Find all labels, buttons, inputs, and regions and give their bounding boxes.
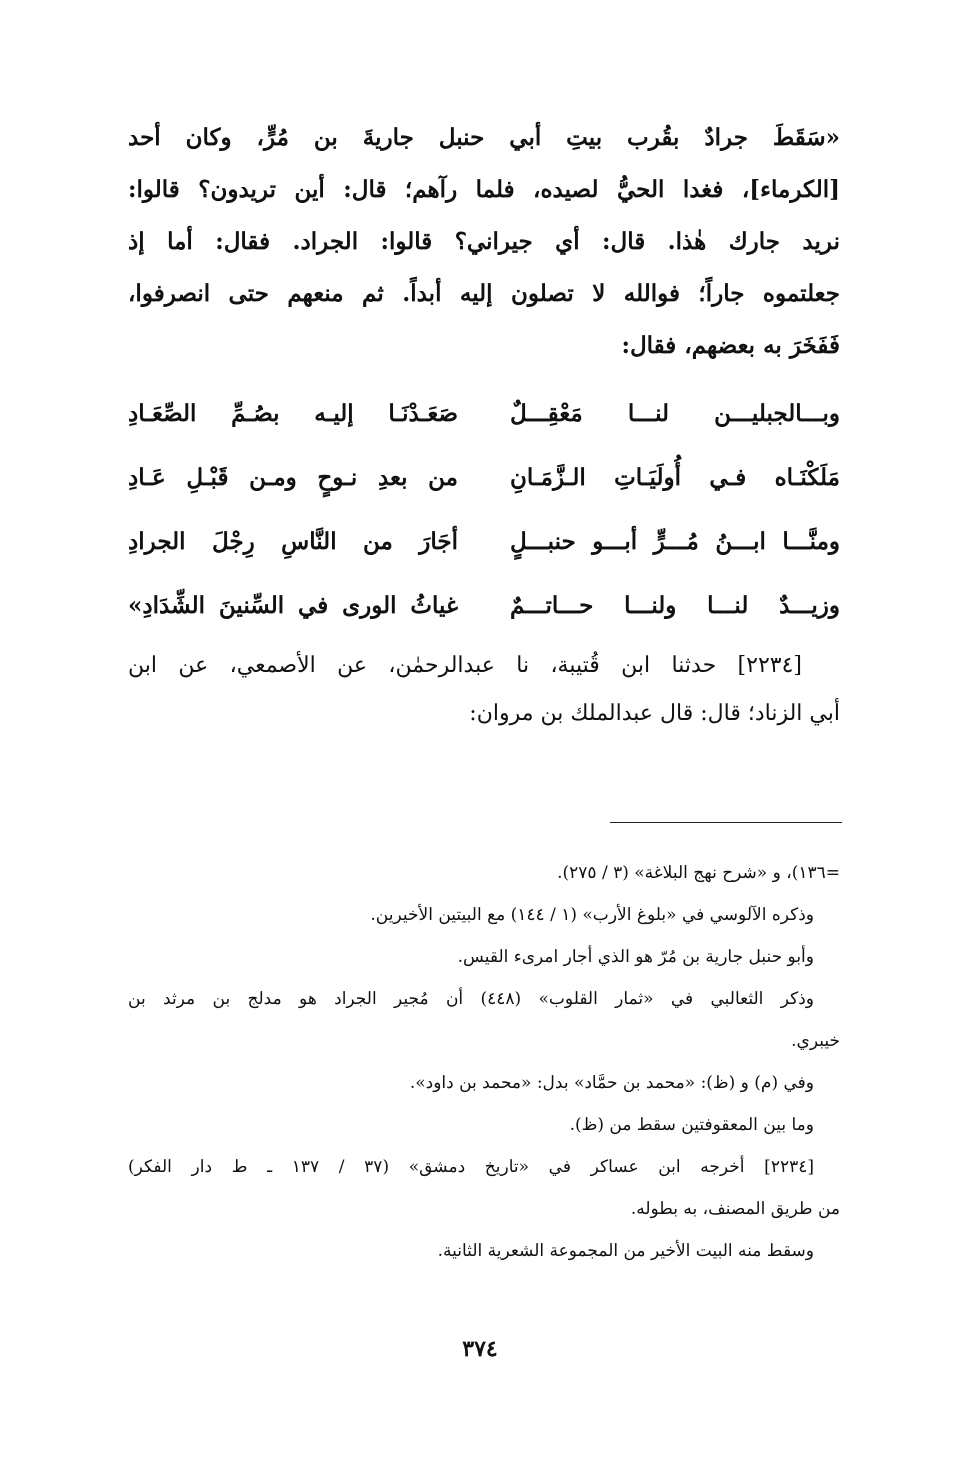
verse-first-hemistich: وزيـــدٌ لنـــا ولنـــا حـــاتـــمٌ (510, 592, 840, 619)
verse-first-hemistich: مَلَكْنَـاه فـي أُولَيَـاتِ الـزَّمَـانِ (510, 464, 840, 491)
paragraph-line: فَفَخَرَ به بعضهم، فقال: (621, 332, 840, 359)
footnote-line: =١٣٦)، و «شرح نهج البلاغة» (٣ / ٢٧٥). (557, 863, 840, 883)
verse-second-hemistich: من بعدِ نـوحٍ ومـن قَبْـلِ عَـادِ (128, 464, 458, 491)
paragraph-line: «سَقَطَ جرادٌ بقُرب بيتِ أبي حنبل جاريةَ بن مُرٍّ، وكان أحد (128, 124, 840, 151)
narration-line: [٢٢٣٤] حدثنا ابن قُتيبة، نا عبدالرحمٰن، عن الأصمعي، عن ابن (128, 653, 802, 678)
main-text (128, 112, 840, 738)
footnote-separator (610, 822, 842, 823)
footnote-line: وفي (م) و (ظ): «محمد بن حمَّاد» بدل: «محمد بن داود». (409, 1073, 814, 1093)
narration-line: أبي الزناد؛ قال: قال عبدالملك بن مروان: (469, 701, 840, 726)
narration-paragraph (128, 642, 840, 738)
footnote-line: وما بين المعقوفتين سقط من (ظ). (569, 1115, 814, 1135)
paragraph-line: جعلتموه جاراً؛ فوالله لا تصلون إليه أبداً. ثم منعهم حتى انصرفوا، (128, 280, 840, 307)
verse-second-hemistich: أجَارَ من النَّاسِ رِجْلَ الجرادِ (128, 528, 458, 555)
verse-second-hemistich: صَعَـدْنَـا إليـه بصُـمِّ الصِّعَـادِ (128, 400, 458, 427)
paragraph-line: [الكرماء]، فغدا الحيُّ لصيده، فلما رآهم؛ قال: أين تريدون؟ قالوا: (128, 176, 840, 203)
footnote-line: وأبو حنبل جارية بن مُرّ هو الذي أجار امرىء القيس. (457, 947, 814, 967)
poem-verse (128, 382, 840, 446)
footnote-line: من طريق المصنف، به بطوله. (630, 1199, 840, 1219)
poem-verse (128, 446, 840, 510)
poem-verse (128, 510, 840, 574)
footnote-line: وذكره الآلوسي في «بلوغ الأرب» (١ / ١٤٤) مع البيتين الأخيرين. (370, 905, 814, 925)
verse-second-hemistich: غياثُ الورى في السِّنينَ الشِّدَادِ» (128, 592, 458, 619)
poem (128, 382, 840, 638)
paragraph-line: نريد جارك هٰذا. قال: أي جيراني؟ قالوا: الجراد. فقال: أما إذ (128, 228, 840, 255)
page-number: ٣٧٤ (462, 1336, 498, 1362)
poem-verse (128, 574, 840, 638)
footnote-line: وسقط منه البيت الأخير من المجموعة الشعرية الثانية. (437, 1241, 814, 1261)
verse-first-hemistich: وبـــالجبليـــن لنـــا مَعْقِـــلٌ (510, 400, 840, 427)
verse-first-hemistich: ومنَّـــا ابـــنُ مُـــرٍّ أبـــو حنبـــلٍ (510, 528, 840, 555)
footnote-line: وذكر الثعالبي في «ثمار القلوب» (٤٤٨) أن مُجير الجراد هو مدلج بن مرثد بن (128, 989, 815, 1009)
footnotes (128, 852, 840, 1272)
footnote-line: [٢٢٣٤] أخرجه ابن عساكر في «تاريخ دمشق» (٣٧ / ١٣٧ ـ ط دار الفكر) (128, 1157, 814, 1177)
prose-paragraph (128, 112, 840, 372)
footnote-line: خيبري. (791, 1031, 840, 1051)
